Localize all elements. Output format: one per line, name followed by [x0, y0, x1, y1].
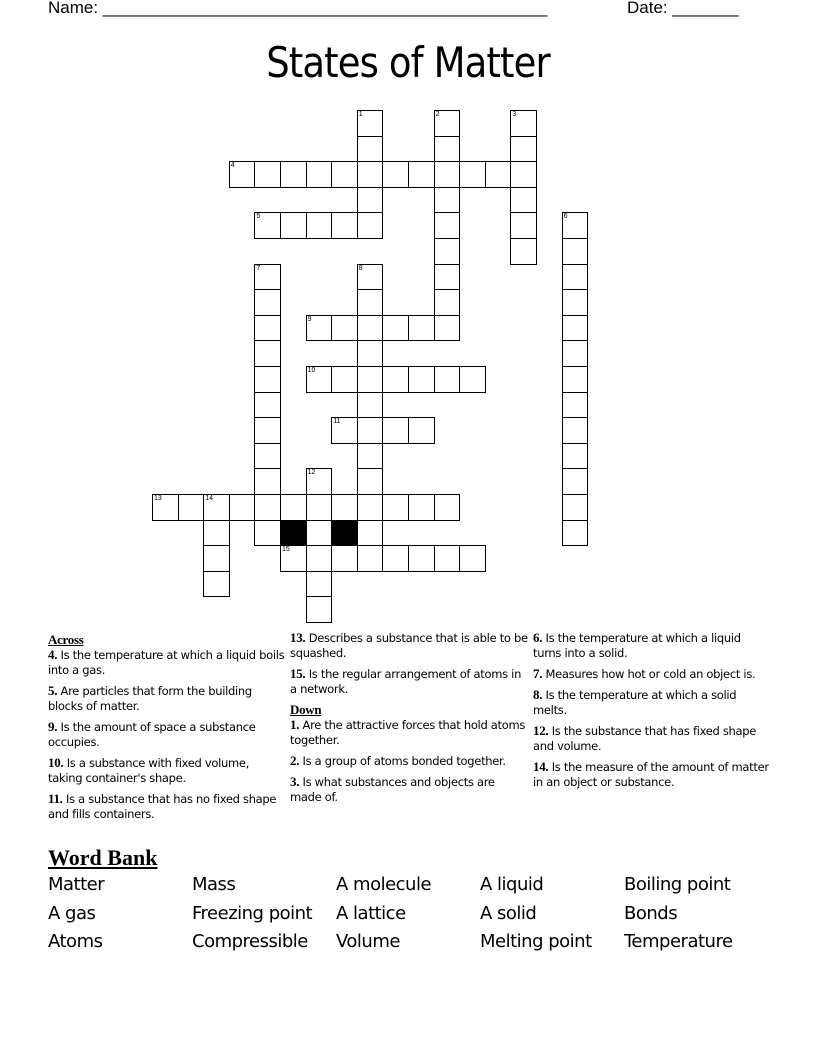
grid-cell[interactable] [280, 545, 307, 572]
clues-column-3 [533, 630, 771, 795]
grid-cell[interactable] [229, 161, 256, 188]
grid-cell[interactable] [357, 366, 384, 393]
grid-cell[interactable] [434, 545, 461, 572]
word-bank-item: Melting point [480, 931, 592, 952]
grid-cell[interactable] [562, 366, 589, 393]
grid-cell[interactable] [357, 161, 384, 188]
grid-cell[interactable] [562, 315, 589, 342]
name-line[interactable]: _______________________________________________ [102, 0, 548, 17]
grid-cell[interactable] [254, 417, 281, 444]
grid-cell[interactable] [382, 366, 409, 393]
grid-cell[interactable] [152, 494, 179, 521]
word-bank-item: Volume [336, 931, 400, 952]
grid-cell[interactable] [357, 289, 384, 316]
page-title: States of Matter [266, 38, 550, 87]
word-bank-item: Mass [192, 874, 236, 895]
word-bank-item: A lattice [336, 902, 406, 924]
word-bank-item: A gas [48, 902, 96, 924]
clue-down-7: 7. Measures how hot or cold an object is. [533, 666, 756, 681]
date-label: Date: [627, 0, 673, 17]
grid-cell[interactable] [357, 340, 384, 367]
down-heading: Down [290, 702, 322, 717]
grid-cell[interactable] [331, 161, 358, 188]
grid-cell[interactable] [434, 494, 461, 521]
clue-number: 12 [307, 469, 316, 477]
across-heading: Across [48, 632, 84, 647]
clue-number: 5 [256, 213, 261, 221]
grid-cell[interactable] [306, 571, 333, 598]
clues-column-2 [290, 630, 528, 810]
grid-cell[interactable] [434, 212, 461, 239]
grid-cell[interactable] [459, 161, 486, 188]
clue-down-2: 2. Is a group of atoms bonded together. [290, 753, 506, 768]
grid-cell[interactable] [562, 392, 589, 419]
grid-cell[interactable] [459, 545, 486, 572]
grid-cell[interactable] [382, 161, 409, 188]
clue-down-6: 6. Is the temperature at which a liquid turns into a solid. [533, 630, 741, 660]
grid-cell[interactable] [254, 468, 281, 495]
grid-cell[interactable] [254, 520, 281, 547]
grid-cell[interactable] [510, 238, 537, 265]
grid-cell[interactable] [254, 443, 281, 470]
word-bank-item: A solid [480, 902, 537, 924]
word-bank-item: Compressible [192, 931, 308, 952]
word-bank-item: A liquid [480, 874, 544, 895]
grid-cell[interactable] [357, 468, 384, 495]
grid-cell[interactable] [306, 161, 333, 188]
grid-cell[interactable] [357, 136, 384, 163]
grid-cell[interactable] [357, 212, 384, 239]
grid-cell[interactable] [306, 212, 333, 239]
grid-cell[interactable] [408, 494, 435, 521]
grid-cell[interactable] [306, 315, 333, 342]
grid-cell[interactable] [562, 264, 589, 291]
word-bank-title: Word Bank [48, 845, 158, 870]
grid-cell[interactable] [357, 392, 384, 419]
grid-cell[interactable] [562, 520, 589, 547]
grid-cell[interactable] [254, 494, 281, 521]
grid-cell[interactable] [254, 264, 281, 291]
grid-cell[interactable] [382, 494, 409, 521]
grid-cell[interactable] [357, 315, 384, 342]
grid-cell[interactable] [280, 212, 307, 239]
clue-number: 11 [333, 418, 341, 426]
grid-cell[interactable] [229, 494, 256, 521]
grid-cell[interactable] [254, 315, 281, 342]
grid-cell[interactable] [382, 545, 409, 572]
clue-across-10: 10. Is a substance with fixed volume, taking container's shape. [48, 755, 250, 785]
clue-down-3: 3. Is what substances and objects are made of. [290, 774, 495, 804]
clue-across-15: 15. Is the regular arrangement of atoms in a network. [290, 666, 522, 696]
grid-cell[interactable] [306, 545, 333, 572]
black-square [331, 520, 358, 547]
grid-cell[interactable] [562, 289, 589, 316]
date-field[interactable] [627, 0, 739, 18]
date-line[interactable]: _______ [672, 0, 739, 17]
grid-cell[interactable] [280, 494, 307, 521]
grid-cell[interactable] [434, 366, 461, 393]
grid-cell[interactable] [459, 366, 486, 393]
word-bank-item: Temperature [624, 931, 733, 952]
grid-cell[interactable] [306, 468, 333, 495]
grid-cell[interactable] [434, 136, 461, 163]
name-field[interactable] [48, 0, 547, 18]
clues-column-1 [48, 630, 286, 827]
clue-down-12: 12. Is the substance that has fixed shape and volume. [533, 723, 757, 753]
word-bank-item: Freezing point [192, 902, 313, 924]
grid-cell[interactable] [357, 264, 384, 291]
clue-down-14: 14. Is the measure of the amount of matter in an object or substance. [533, 759, 769, 789]
grid-cell[interactable] [331, 212, 358, 239]
clue-number: 15 [282, 546, 290, 554]
grid-cell[interactable] [306, 366, 333, 393]
grid-cell[interactable] [203, 520, 230, 547]
grid-cell[interactable] [510, 212, 537, 239]
clue-across-9: 9. Is the amount of space a substance occupies. [48, 719, 256, 749]
grid-cell[interactable] [562, 468, 589, 495]
clue-across-13: 13. Describes a substance that is able to be squashed. [290, 630, 528, 660]
grid-cell[interactable] [562, 417, 589, 444]
grid-cell[interactable] [306, 520, 333, 547]
grid-cell[interactable] [357, 545, 384, 572]
grid-cell[interactable] [331, 315, 358, 342]
grid-cell[interactable] [254, 161, 281, 188]
grid-cell[interactable] [178, 494, 205, 521]
grid-cell[interactable] [357, 417, 384, 444]
grid-cell[interactable] [434, 187, 461, 214]
grid-cell[interactable] [434, 289, 461, 316]
grid-cell[interactable] [331, 494, 358, 521]
grid-cell[interactable] [434, 161, 461, 188]
grid-cell[interactable] [510, 161, 537, 188]
grid-cell[interactable] [357, 520, 384, 547]
grid-cell[interactable] [562, 494, 589, 521]
grid-cell[interactable] [382, 315, 409, 342]
grid-cell[interactable] [485, 161, 512, 188]
clue-number: 7 [256, 264, 261, 272]
grid-cell[interactable] [408, 545, 435, 572]
grid-cell[interactable] [434, 238, 461, 265]
word-bank-item: Atoms [48, 931, 103, 952]
clue-number: 8 [358, 264, 363, 272]
grid-cell[interactable] [510, 187, 537, 214]
grid-cell[interactable] [434, 264, 461, 291]
grid-cell[interactable] [280, 161, 307, 188]
grid-cell[interactable] [254, 212, 281, 239]
grid-cell[interactable] [382, 417, 409, 444]
grid-cell[interactable] [510, 110, 537, 137]
grid-cell[interactable] [357, 110, 384, 137]
grid-cell[interactable] [306, 596, 333, 623]
grid-cell[interactable] [408, 161, 435, 188]
grid-cell[interactable] [408, 417, 435, 444]
grid-cell[interactable] [408, 366, 435, 393]
clue-number: 13 [154, 495, 162, 502]
grid-cell[interactable] [408, 315, 435, 342]
clue-number: 3 [512, 111, 517, 118]
grid-cell[interactable] [562, 238, 589, 265]
grid-cell[interactable] [562, 212, 589, 239]
grid-cell[interactable] [357, 187, 384, 214]
grid-cell[interactable] [434, 315, 461, 342]
grid-cell[interactable] [254, 392, 281, 419]
name-label: Name: [48, 0, 103, 17]
grid-cell[interactable] [434, 110, 461, 137]
black-square [280, 520, 307, 547]
clue-across-5: 5. Are particles that form the building blocks of matter. [48, 683, 252, 713]
word-bank-item: Bonds [624, 902, 678, 924]
clue-number: 1 [358, 111, 363, 118]
grid-cell[interactable] [562, 443, 589, 470]
word-bank-item: Matter [48, 874, 105, 895]
grid-cell[interactable] [203, 545, 230, 572]
grid-cell[interactable] [203, 494, 230, 521]
clue-number: 2 [435, 111, 440, 118]
clue-across-11: 11. Is a substance that has no fixed shape and fills containers. [48, 791, 277, 821]
word-bank-item: A molecule [336, 874, 432, 895]
clue-number: 14 [205, 495, 213, 502]
clue-number: 4 [230, 162, 235, 170]
grid-cell[interactable] [254, 289, 281, 316]
grid-cell[interactable] [357, 494, 384, 521]
grid-cell[interactable] [203, 571, 230, 598]
grid-cell[interactable] [357, 443, 384, 470]
clue-number: 9 [307, 315, 312, 323]
word-bank-item: Boiling point [624, 874, 731, 895]
grid-cell[interactable] [562, 340, 589, 367]
clue-number: 10 [307, 367, 316, 374]
grid-cell[interactable] [510, 136, 537, 163]
grid-cell[interactable] [331, 417, 358, 444]
clue-across-4: 4. Is the temperature at which a liquid boils into a gas. [48, 647, 285, 677]
clue-down-1: 1. Are the attractive forces that hold atoms together. [290, 717, 526, 747]
grid-cell[interactable] [306, 494, 333, 521]
grid-cell[interactable] [254, 340, 281, 367]
clue-number: 6 [563, 213, 568, 221]
clue-down-8: 8. Is the temperature at which a solid melts. [533, 687, 737, 717]
grid-cell[interactable] [254, 366, 281, 393]
grid-cell[interactable] [331, 366, 358, 393]
grid-cell[interactable] [331, 545, 358, 572]
